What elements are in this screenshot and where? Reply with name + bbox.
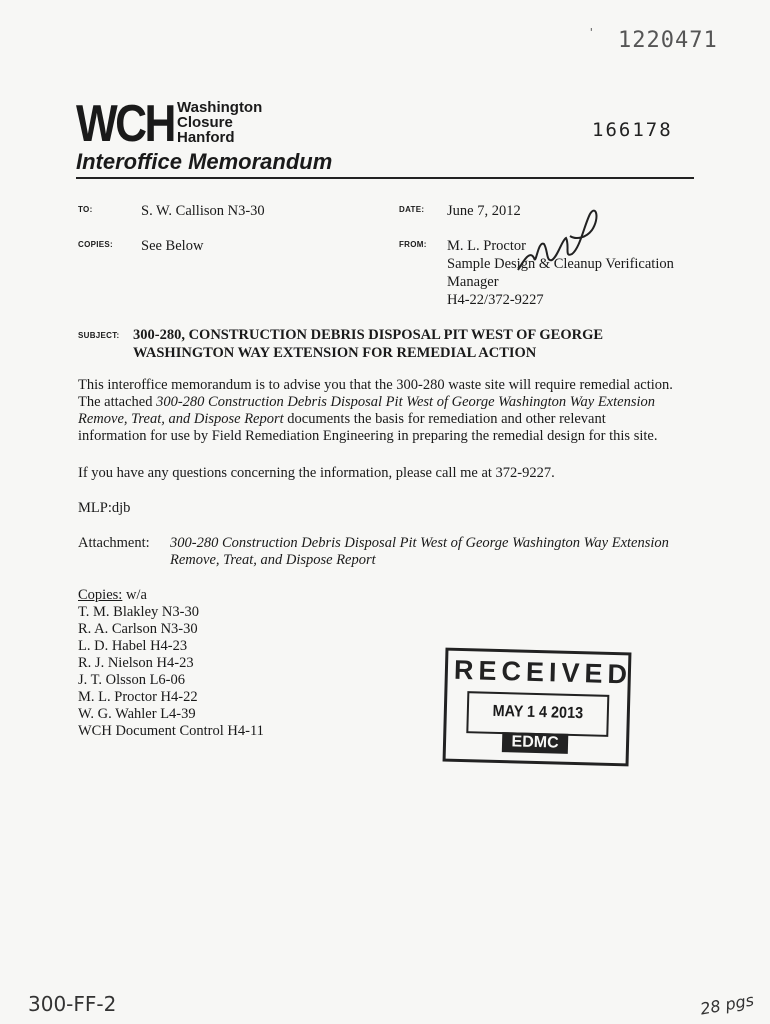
copies-heading-row — [78, 587, 264, 604]
logo-line-3: Hanford — [177, 129, 235, 146]
body-p1-line-4: information for use by Field Remediation Engineering in preparing the remedial design for this site. — [78, 428, 658, 444]
document-number-right: 166178 — [592, 119, 673, 141]
subject-label: SUBJECT: — [78, 331, 120, 340]
from-name: M. L. Proctor — [447, 238, 526, 254]
body-text: The attached — [78, 394, 157, 410]
copies-suffix: w/a — [122, 587, 147, 603]
body-p1-line-1: This interoffice memorandum is to advise you that the 300-280 waste site will require remedial action. — [78, 377, 673, 393]
memo-title: Interoffice Memorandum — [76, 149, 333, 174]
list-item: WCH Document Control H4-11 — [78, 723, 264, 739]
body-p1-line-3 — [78, 411, 698, 428]
from-title-2: Manager — [447, 274, 499, 290]
received-stamp-date: MAY 1 4 2013 — [492, 702, 584, 723]
list-item: R. A. Carlson N3-30 — [78, 621, 198, 637]
attachment-line-2: Remove, Treat, and Dispose Report — [170, 552, 376, 568]
attachment-title-inline-2: Remove, Treat, and Dispose Report — [78, 411, 284, 427]
date-label: DATE: — [399, 205, 425, 214]
wch-logo — [76, 95, 191, 153]
document-number-top: 1220471 — [618, 28, 718, 53]
to-value: S. W. Callison N3-30 — [141, 203, 265, 219]
tick-mark: ' — [588, 26, 595, 39]
list-item: W. G. Wahler L4-39 — [78, 706, 196, 722]
date-value: June 7, 2012 — [447, 203, 521, 219]
body-paragraph-2: If you have any questions concerning the information, please call me at 372-9227. — [78, 465, 555, 481]
wch-logo-text — [177, 100, 262, 145]
list-item: M. L. Proctor H4-22 — [78, 689, 198, 705]
from-phone: H4-22/372-9227 — [447, 292, 544, 308]
copies-value: See Below — [141, 238, 204, 254]
copies-label: COPIES: — [78, 240, 113, 249]
received-stamp-date-box — [466, 691, 609, 737]
from-title-1: Sample Design & Cleanup Verification — [447, 256, 674, 272]
initials: MLP:djb — [78, 500, 131, 516]
list-item: T. M. Blakley N3-30 — [78, 604, 199, 620]
attachment-label: Attachment: — [78, 535, 150, 551]
logo-line-2: Closure — [177, 114, 233, 131]
received-stamp-org: EDMC — [502, 732, 569, 754]
list-item: L. D. Habel H4-23 — [78, 638, 188, 654]
attachment-line-1: 300-280 Construction Debris Disposal Pit West of George Washington Way Extension — [170, 535, 669, 551]
list-item: R. J. Nielson H4-23 — [78, 655, 194, 671]
received-stamp-word: RECEIVED — [453, 654, 633, 690]
copies-list — [78, 587, 264, 740]
wch-logo-mark: WCH — [76, 95, 174, 153]
subject-line-1: 300-280, CONSTRUCTION DEBRIS DISPOSAL PIT WEST OF GEORGE — [133, 327, 604, 343]
list-item: J. T. Olsson L6-06 — [78, 672, 186, 688]
to-label: TO: — [78, 205, 93, 214]
handwritten-site-code: 300-FF-2 — [28, 992, 117, 1016]
attachment-title-inline: 300-280 Construction Debris Disposal Pit West of George Washington Way Extension — [156, 394, 655, 410]
logo-line-1: Washington — [177, 99, 263, 116]
copies-heading: Copies: — [78, 587, 123, 603]
subject-line-2: WASHINGTON WAY EXTENSION FOR REMEDIAL ACTION — [133, 345, 537, 361]
handwritten-page-count: 28 pgs — [698, 990, 756, 1019]
header-rule — [76, 177, 694, 179]
body-text: documents the basis for remediation and other relevant — [283, 411, 606, 427]
signature-mlp — [510, 200, 600, 280]
from-label: FROM: — [399, 240, 427, 249]
body-p1-line-2 — [78, 394, 698, 411]
received-stamp — [443, 648, 632, 767]
body-paragraph-1 — [78, 377, 698, 445]
